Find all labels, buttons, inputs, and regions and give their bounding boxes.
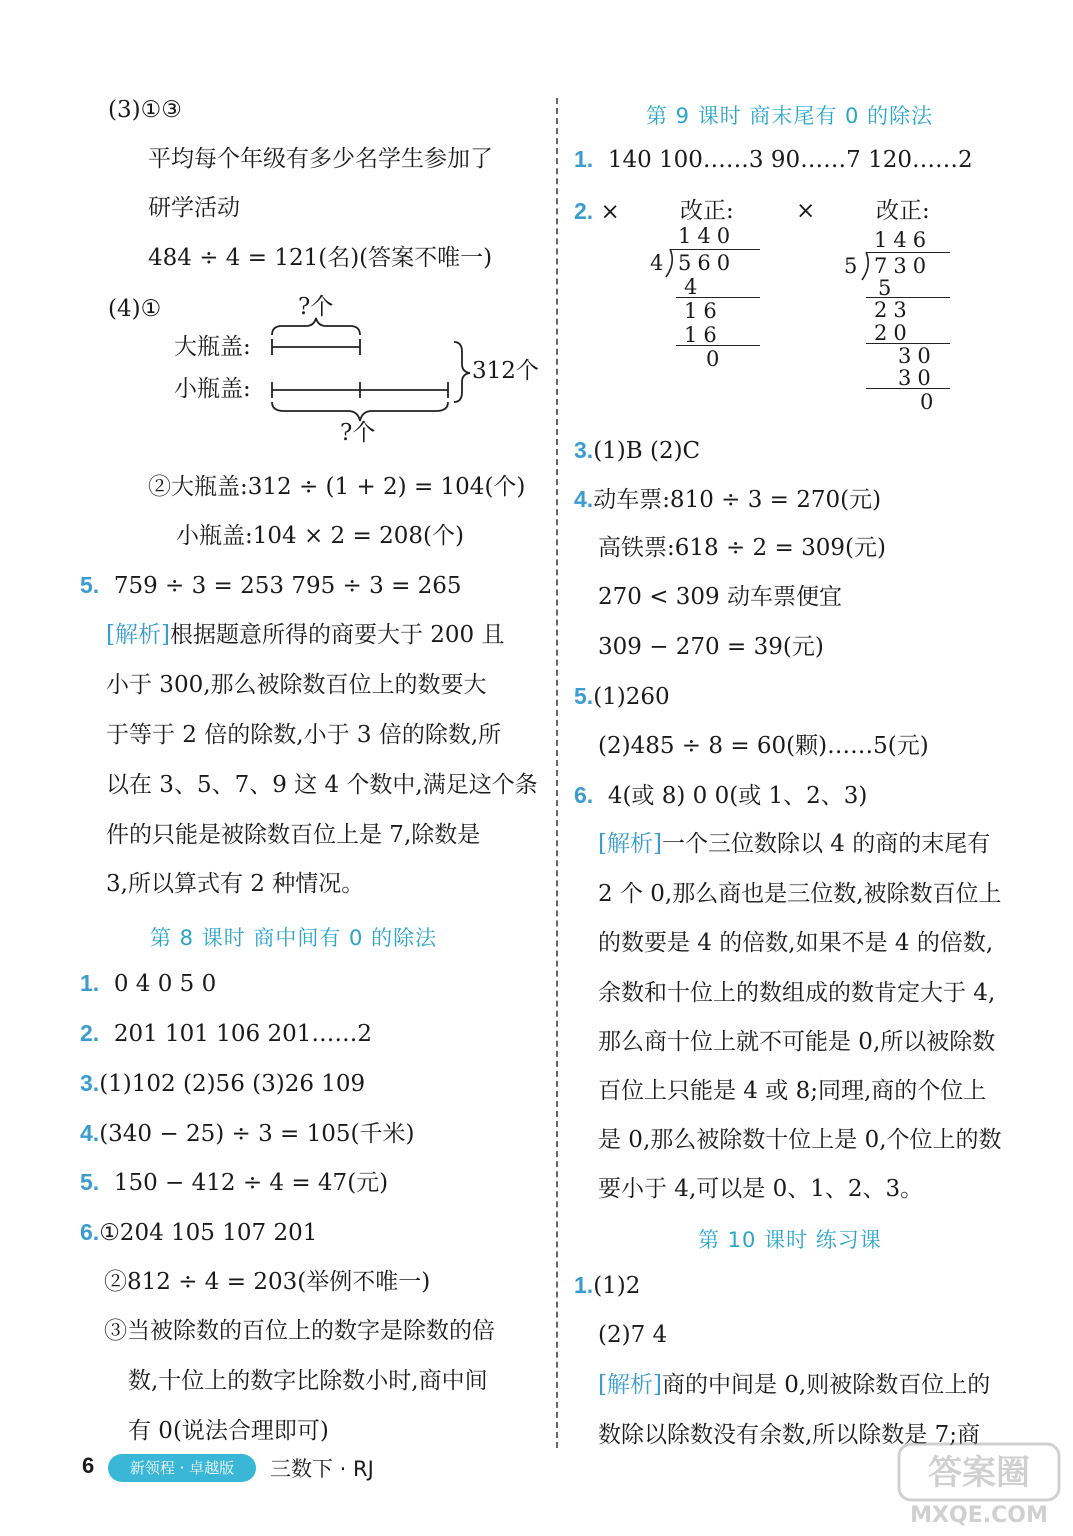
- s8-q2: [80, 1018, 372, 1049]
- question-number: 1.: [574, 1272, 594, 1298]
- analysis-line: [598, 1370, 990, 1400]
- question-number: 5.: [574, 683, 594, 709]
- step: 16: [684, 299, 723, 323]
- analysis-line: [106, 620, 504, 650]
- analysis-tag: [解析]: [598, 1372, 662, 1398]
- analysis-line: [598, 829, 990, 859]
- question-number: 2.: [574, 198, 594, 224]
- answer-text: (1)102 (2)56 (3)26 109: [99, 1071, 366, 1097]
- s9-q3: [574, 435, 700, 466]
- step: 23: [874, 298, 913, 322]
- step-line: [676, 297, 760, 298]
- big-cap-label: 大瓶盖:: [174, 334, 251, 360]
- answer-text: ①204 105 107 201: [99, 1220, 318, 1246]
- analysis-line: 百位上只能是 4 或 8;同理,商的个位上: [598, 1078, 987, 1104]
- question-number: 6.: [574, 782, 594, 808]
- answer-text: (1)B (2)C: [593, 438, 701, 464]
- s9-q6: [574, 780, 867, 811]
- question-5: [80, 570, 462, 601]
- quotient: 140: [678, 224, 737, 248]
- step: 30: [898, 344, 937, 368]
- step: 30: [898, 366, 937, 390]
- s8-q5: [80, 1167, 388, 1198]
- dividend: 730: [874, 254, 933, 278]
- analysis-line: 那么商十位上就不可能是 0,所以被除数: [598, 1029, 996, 1055]
- question-number: 5.: [80, 572, 100, 598]
- wrong-mark: ×: [600, 199, 620, 225]
- question-number: 1.: [574, 146, 594, 172]
- analysis-text: 根据题意所得的商要大于 200 且: [169, 622, 505, 648]
- correction-label: 改正:: [680, 198, 734, 224]
- answer-text: 150 − 412 ÷ 4 = 47(元): [113, 1170, 389, 1196]
- small-cap-label: 小瓶盖:: [174, 376, 251, 402]
- question-number: 3.: [80, 1070, 100, 1096]
- answer-line: (2)485 ÷ 8 = 60(颗)……5(元): [598, 733, 929, 759]
- question-label-top: ?个: [298, 294, 334, 320]
- division-bracket: [662, 248, 676, 278]
- s9-q2-number: [574, 196, 620, 227]
- answer-line: 数,十位上的数字比除数小时,商中间: [128, 1368, 488, 1394]
- answer-line: 309 − 270 = 39(元): [598, 634, 824, 660]
- s9-q1: [574, 144, 973, 175]
- question-number: 3.: [574, 437, 594, 463]
- s8-q3: [80, 1068, 365, 1099]
- answer-text: (340 − 25) ÷ 3 = 105(千米): [99, 1121, 415, 1147]
- equation: 484 ÷ 4 = 121(名)(答案不唯一): [148, 245, 493, 271]
- step: 4: [684, 275, 704, 299]
- question-number: 5.: [80, 1169, 100, 1195]
- item-4-answer: (4)①: [108, 296, 162, 322]
- step: 16: [684, 323, 723, 347]
- answer-line: ③当被除数的百位上的数字是除数的倍: [104, 1318, 495, 1344]
- wrong-mark: ×: [796, 198, 816, 224]
- division-bar: [670, 249, 760, 250]
- analysis-line: 要小于 4,可以是 0、1、2、3。: [598, 1176, 924, 1202]
- section-title-9: 第 9 课时 商末尾有 0 的除法: [646, 104, 934, 128]
- analysis-line: 于等于 2 倍的除数,小于 3 倍的除数,所: [106, 722, 502, 748]
- watermark-url: MXQE.COM: [910, 1503, 1048, 1528]
- analysis-line: 数除以除数没有余数,所以除数是 7;商: [598, 1422, 981, 1448]
- analysis-tag: [解析]: [106, 622, 170, 648]
- s8-q6: [80, 1217, 317, 1248]
- s10-q1: [574, 1270, 640, 1301]
- series-badge: 新领程 · 卓越版: [108, 1454, 256, 1482]
- answer-text: 759 ÷ 3 = 253 795 ÷ 3 = 265: [113, 573, 462, 599]
- question-label-bottom: ?个: [340, 420, 376, 446]
- answer-text: 140 100……3 90……7 120……2: [607, 147, 973, 173]
- answer-text: 动车票:810 ÷ 3 = 270(元): [593, 487, 882, 513]
- text-line: 研学活动: [148, 195, 240, 221]
- s8-q4: [80, 1118, 414, 1149]
- question-number: 6.: [80, 1219, 100, 1245]
- correction-label: 改正:: [876, 198, 930, 224]
- answer-line: 270 < 309 动车票便宜: [598, 584, 843, 610]
- analysis-line: 3,所以算式有 2 种情况。: [106, 871, 365, 897]
- quotient: 146: [874, 228, 933, 252]
- answer-text: (1)2: [593, 1273, 641, 1299]
- answer-line: 有 0(说法合理即可): [128, 1418, 329, 1444]
- watermark-icon: [895, 1440, 1063, 1530]
- analysis-line: 的数要是 4 的倍数,如果不是 4 的倍数,: [598, 930, 994, 956]
- divisor: 5: [844, 254, 864, 278]
- analysis-line: 以在 3、5、7、9 这 4 个数中,满足这个条: [106, 772, 538, 798]
- equation: ②大瓶盖:312 ÷ (1 + 2) = 104(个): [148, 474, 526, 500]
- remainder: 0: [920, 390, 940, 414]
- dividend: 560: [678, 251, 737, 275]
- divisor: 4: [650, 251, 670, 275]
- step-line: [676, 345, 760, 346]
- equation: 小瓶盖:104 × 2 = 208(个): [176, 523, 464, 549]
- analysis-line: 2 个 0,那么商也是三位数,被除数百位上: [598, 881, 1002, 907]
- answer-text: 201 101 106 201……2: [113, 1021, 372, 1047]
- line-segment-diagram: [160, 290, 560, 450]
- answer-line: (2)7 4: [598, 1322, 668, 1348]
- question-number: 4.: [574, 486, 594, 512]
- analysis-text: 商的中间是 0,则被除数百位上的: [661, 1372, 991, 1398]
- analysis-tag: [解析]: [598, 831, 662, 857]
- answer-text: 4(或 8) 0 0(或 1、2、3): [607, 783, 868, 809]
- column-divider: [556, 98, 558, 1448]
- book-label: 三数下 · RJ: [270, 1457, 374, 1481]
- division-bracket: [858, 251, 872, 281]
- analysis-text: 一个三位数除以 4 的商的末尾有: [661, 831, 991, 857]
- item-3-answer: (3)①③: [108, 97, 182, 123]
- s9-q5: [574, 681, 670, 712]
- watermark-logo: [895, 1440, 1063, 1530]
- step: 5: [878, 276, 898, 300]
- remainder: 0: [706, 347, 726, 371]
- answer-text: (1)260: [593, 684, 670, 710]
- analysis-line: 余数和十位上的数组成的数肯定大于 4,: [598, 980, 996, 1006]
- question-number: 1.: [80, 970, 100, 996]
- analysis-line: 件的只能是被除数百位上是 7,除数是: [106, 822, 481, 848]
- watermark-text: 答案圈: [928, 1453, 1030, 1493]
- question-number: 4.: [80, 1120, 100, 1146]
- s9-q4: [574, 484, 881, 515]
- answer-line: ②812 ÷ 4 = 203(举例不唯一): [104, 1269, 431, 1295]
- answer-text: 0 4 0 5 0: [113, 971, 217, 997]
- section-title-8: 第 8 课时 商中间有 0 的除法: [150, 926, 438, 950]
- text-line: 平均每个年级有多少名学生参加了: [148, 146, 493, 172]
- question-number: 2.: [80, 1020, 100, 1046]
- analysis-line: 小于 300,那么被除数百位上的数要大: [106, 672, 487, 698]
- analysis-line: 是 0,那么被除数十位上是 0,个位上的数: [598, 1127, 1002, 1153]
- step-line: [866, 388, 950, 389]
- section-title-10: 第 10 课时 练习课: [698, 1228, 882, 1252]
- division-bar: [866, 252, 950, 253]
- page-number: 6: [82, 1453, 95, 1478]
- answer-line: 高铁票:618 ÷ 2 = 309(元): [598, 535, 886, 561]
- step: 20: [874, 321, 913, 345]
- total-label: 312个: [472, 358, 539, 384]
- s8-q1: [80, 968, 216, 999]
